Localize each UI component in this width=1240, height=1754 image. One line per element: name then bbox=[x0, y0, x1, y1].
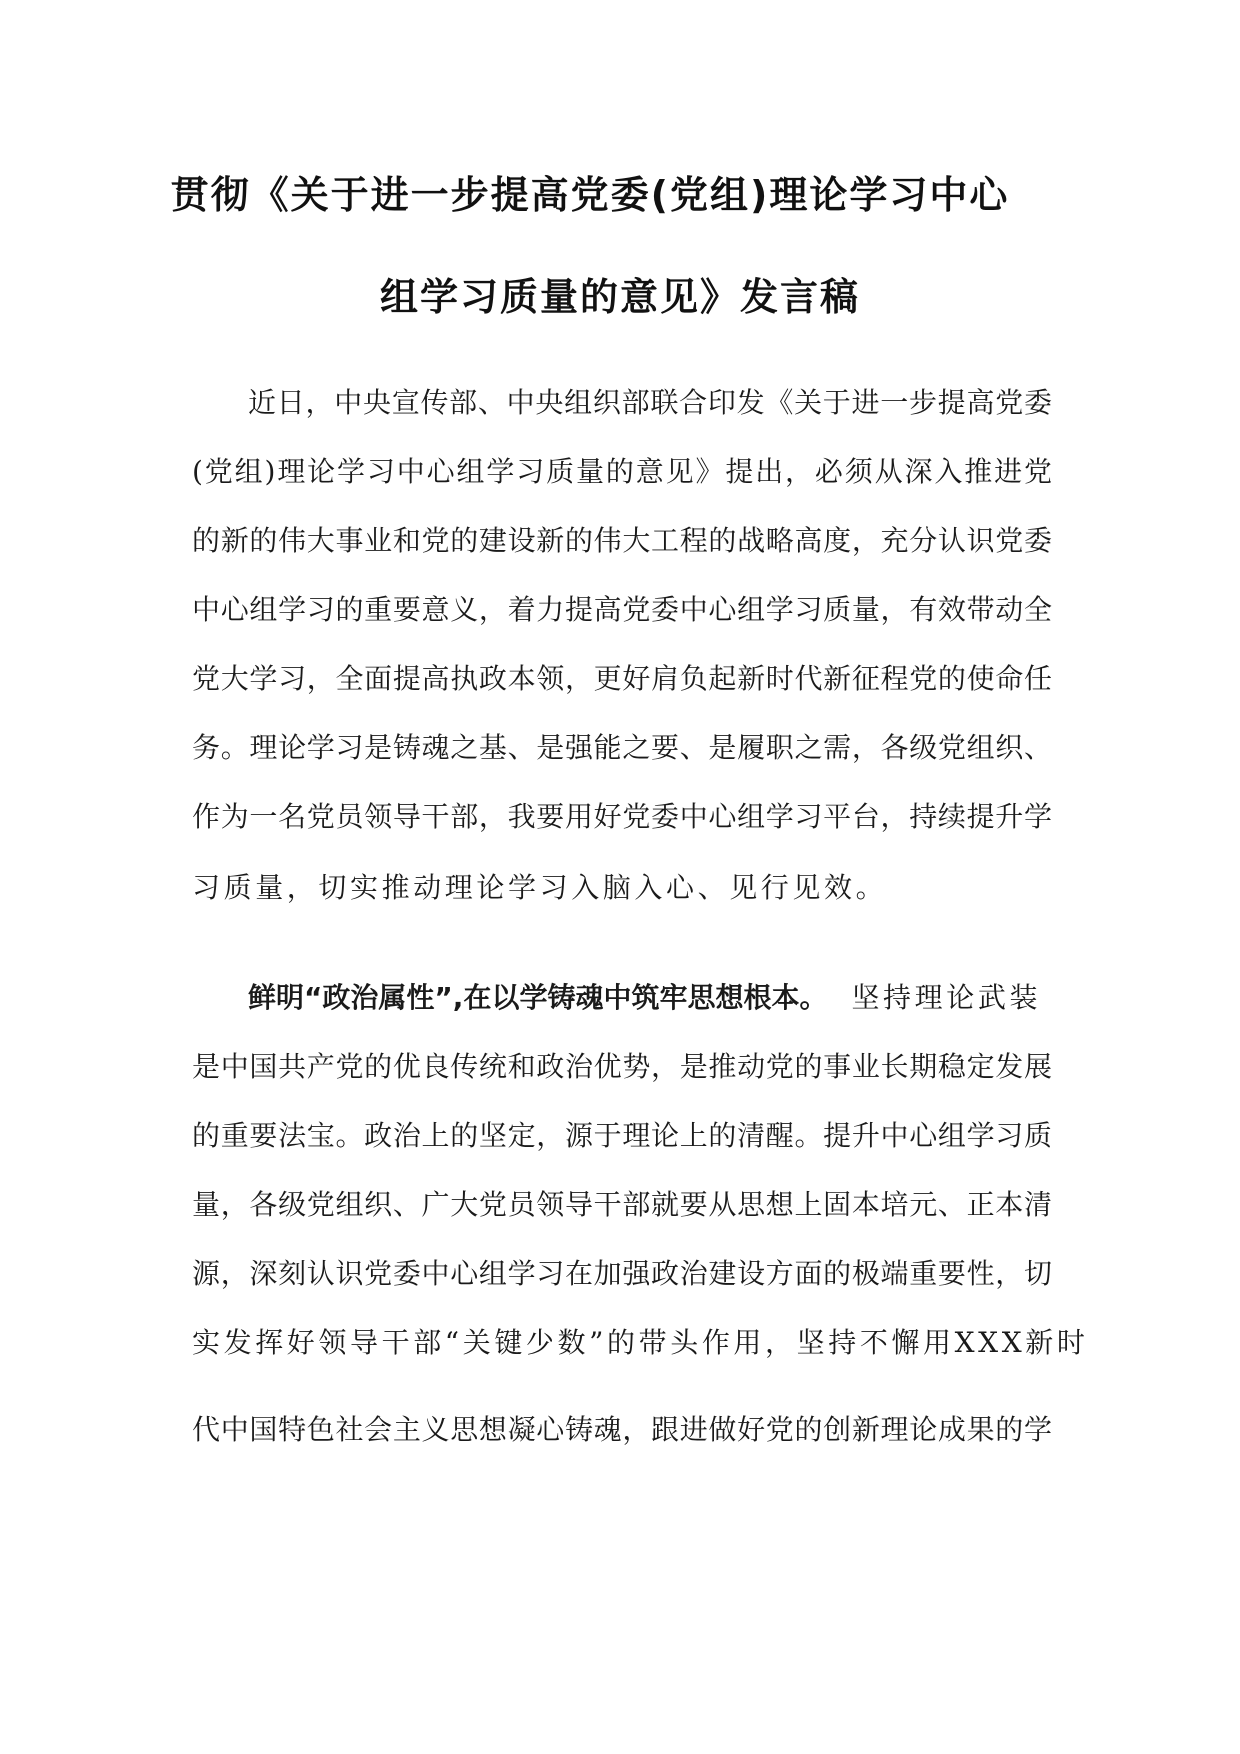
paragraph-1-line-2: (党组)理论学习中心组学习质量的意见》提出，必须从深入推进党 bbox=[192, 455, 1052, 488]
paragraph-2-line-1 bbox=[248, 978, 1052, 1018]
paragraph-2-line-4: 量，各级党组织、广大党员领导干部就要从思想上固本培元、正本清 bbox=[192, 1188, 1052, 1221]
paragraph-1-line-6: 务。理论学习是铸魂之基、是强能之要、是履职之需，各级党组织、 bbox=[192, 731, 1052, 764]
paragraph-1-line-5: 党大学习，全面提高执政本领，更好肩负起新时代新征程党的使命任 bbox=[192, 662, 1052, 695]
paragraph-1-line-3: 的新的伟大事业和党的建设新的伟大工程的战略高度，充分认识党委 bbox=[192, 524, 1052, 557]
paragraph-2-line-3: 的重要法宝。政治上的坚定，源于理论上的清醒。提升中心组学习质 bbox=[192, 1119, 1052, 1152]
paragraph-1-line-8: 习质量，切实推动理论学习入脑入心、见行见效。 bbox=[192, 871, 888, 904]
paragraph-2-heading: 鲜明“政治属性”,在以学铸魂中筑牢思想根本。 bbox=[248, 981, 828, 1014]
paragraph-2-line-6: 实发挥好领导干部“关键少数”的带头作用，坚持不懈用XXX新时 bbox=[192, 1326, 1089, 1359]
paragraph-2-line-5: 源，深刻认识党委中心组学习在加强政治建设方面的极端重要性，切 bbox=[192, 1257, 1052, 1290]
paragraph-1-line-1: 近日，中央宣传部、中央组织部联合印发《关于进一步提高党委 bbox=[248, 386, 1052, 419]
paragraph-1-line-7: 作为一名党员领导干部，我要用好党委中心组学习平台，持续提升学 bbox=[192, 800, 1052, 833]
paragraph-2-line-2: 是中国共产党的优良传统和政治优势，是推动党的事业长期稳定发展 bbox=[192, 1050, 1052, 1083]
document-title-line-2: 组学习质量的意见》发言稿 bbox=[379, 275, 860, 319]
document-title-line-1: 贯彻《关于进一步提高党委(党组)理论学习中心 bbox=[170, 173, 1010, 217]
paragraph-1-line-4: 中心组学习的重要意义，着力提高党委中心组学习质量，有效带动全 bbox=[192, 593, 1052, 626]
paragraph-2-line-7: 代中国特色社会主义思想凝心铸魂，跟进做好党的创新理论成果的学 bbox=[192, 1413, 1052, 1446]
paragraph-2-line-1-rest: 坚持理论武装 bbox=[851, 981, 1042, 1014]
